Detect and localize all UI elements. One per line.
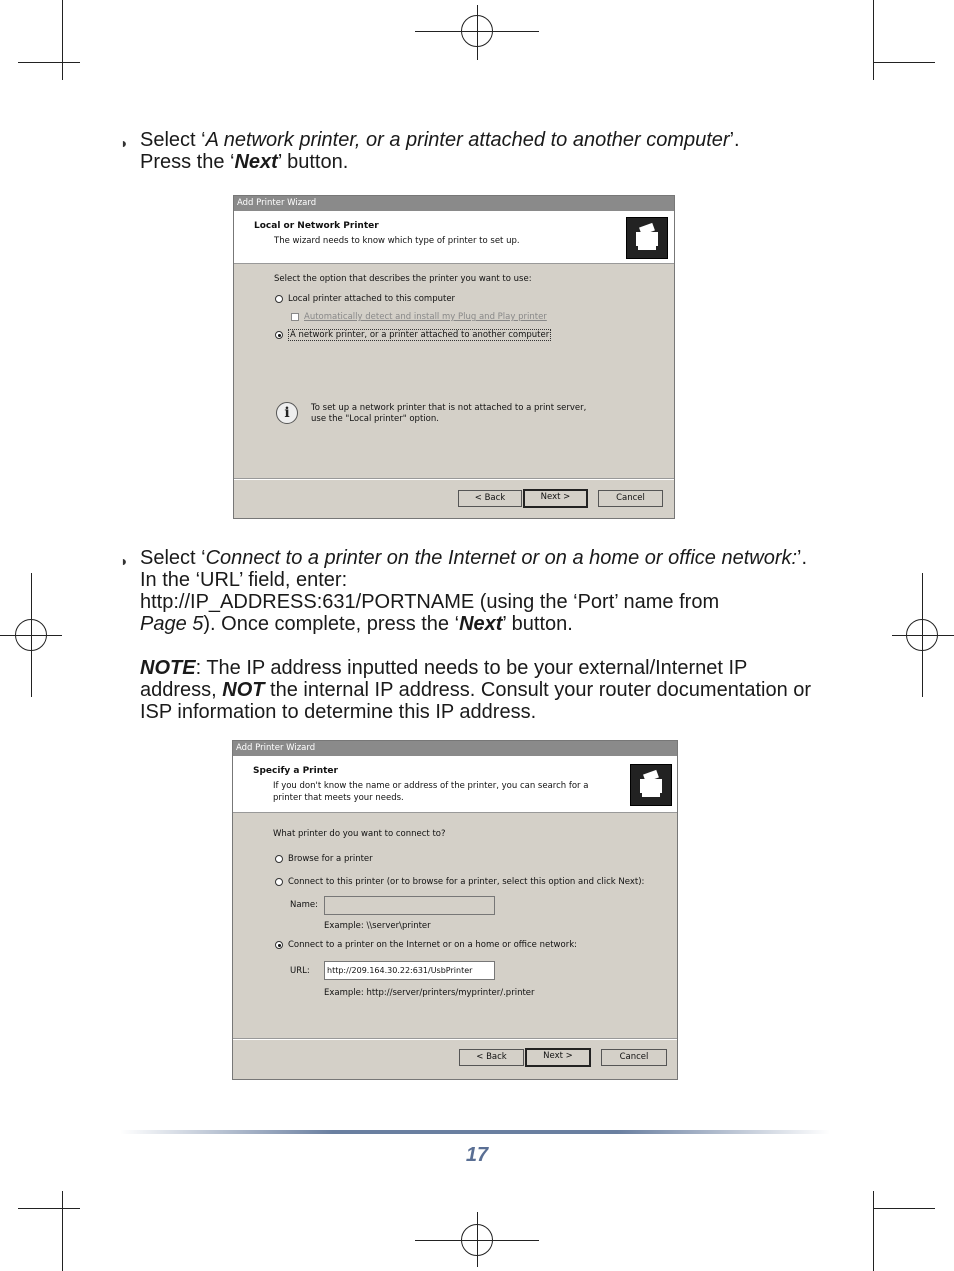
option-label: Local printer attached to this computer xyxy=(288,294,456,304)
next-label: Next xyxy=(459,613,503,635)
printer-icon xyxy=(626,217,668,259)
step-2 xyxy=(120,547,820,723)
name-example: Example: \\server\printer xyxy=(324,921,431,931)
step-text: Press the ‘ xyxy=(140,151,235,173)
add-printer-wizard-dialog-1 xyxy=(233,195,675,519)
dialog-subheading: The wizard needs to know which type of printer to set up. xyxy=(274,236,520,246)
page-reference: Page 5 xyxy=(140,613,204,635)
url-field[interactable]: http://209.164.30.22:631/UsbPrinter xyxy=(324,961,495,980)
option-connect[interactable] xyxy=(275,877,644,887)
note-emphasis: NOT xyxy=(222,679,265,701)
note-label: NOTE xyxy=(140,657,196,679)
dialog-subheading: If you don't know the name or address of the printer, you can search for a printer that meets your needs. xyxy=(273,781,589,803)
next-button[interactable]: Next > xyxy=(525,1048,591,1067)
name-label: Name: xyxy=(290,900,318,910)
bullet-icon: ◗ xyxy=(120,553,129,569)
radio-button[interactable] xyxy=(275,295,283,303)
step-text: ’ button. xyxy=(502,613,573,635)
option-label: Connect to a printer on the Internet or on a home or office network: xyxy=(288,940,577,950)
back-button[interactable]: < Back xyxy=(458,490,522,507)
printer-icon xyxy=(630,764,672,806)
bullet-icon: ◗ xyxy=(120,135,129,151)
option-label: Automatically detect and install my Plug and Play printer xyxy=(304,312,547,322)
add-printer-wizard-dialog-2 xyxy=(232,740,678,1080)
option-label: A network printer, or a printer attached to another computer xyxy=(290,330,550,340)
url-label: URL: xyxy=(290,966,310,976)
dialog-title: Add Printer Wizard xyxy=(234,196,674,211)
step-text: Select ‘ xyxy=(140,129,206,151)
checkbox[interactable] xyxy=(291,313,299,321)
dialog-header xyxy=(233,756,677,813)
option-name: Connect to a printer on the Internet or on a home or office network: xyxy=(205,547,798,569)
info-text: To set up a network printer that is not attached to a print server, use the "Local printer" option. xyxy=(311,403,587,424)
note-text: the internal IP address. Consult your router documentation or ISP information to determine this IP address. xyxy=(140,679,812,723)
footer-divider xyxy=(120,1130,830,1134)
url-example: Example: http://server/printers/myprinter/.printer xyxy=(324,988,535,998)
option-browse[interactable] xyxy=(275,854,373,864)
dialog-prompt: Select the option that describes the printer you want to use: xyxy=(274,274,532,284)
option-internet[interactable] xyxy=(275,940,577,950)
step-text: ’. xyxy=(729,129,740,151)
note-text: : The IP address inputted needs to be your external/Internet IP address, xyxy=(140,657,748,701)
dialog-title: Add Printer Wizard xyxy=(233,741,677,756)
option-name: A network printer, or a printer attached to another computer xyxy=(205,129,730,151)
cancel-button[interactable]: Cancel xyxy=(598,490,663,507)
url-instruction: http://IP_ADDRESS:631/PORTNAME (using the ‘Port’ name from xyxy=(140,591,720,613)
divider xyxy=(234,478,674,480)
step-text: ). Once complete, press the ‘ xyxy=(203,613,460,635)
option-label: Browse for a printer xyxy=(288,854,373,864)
radio-button-selected[interactable] xyxy=(275,941,283,949)
step-text: ’ button. xyxy=(277,151,349,173)
option-auto-detect[interactable] xyxy=(291,312,547,322)
next-label: Next xyxy=(234,151,278,173)
dialog-heading: Specify a Printer xyxy=(253,766,338,776)
cancel-button[interactable]: Cancel xyxy=(601,1049,667,1066)
dialog-header xyxy=(234,211,674,264)
name-field[interactable] xyxy=(324,896,495,915)
divider xyxy=(233,1038,677,1040)
back-button[interactable]: < Back xyxy=(459,1049,524,1066)
radio-button[interactable] xyxy=(275,855,283,863)
step-1 xyxy=(120,129,820,173)
option-network-printer[interactable] xyxy=(275,330,551,340)
option-label: Connect to this printer (or to browse for a printer, select this option and click Next): xyxy=(288,877,645,887)
step-text: ’. In the ‘URL’ field, enter: xyxy=(140,547,808,591)
radio-button[interactable] xyxy=(275,878,283,886)
dialog-heading: Local or Network Printer xyxy=(254,221,379,231)
radio-button-selected[interactable] xyxy=(275,331,283,339)
page-number: 17 xyxy=(465,1144,489,1166)
info-icon: i xyxy=(276,402,298,424)
option-local-printer[interactable] xyxy=(275,294,455,304)
note xyxy=(140,657,820,723)
next-button[interactable]: Next > xyxy=(523,489,588,508)
step-text: Select ‘ xyxy=(140,547,206,569)
dialog-prompt: What printer do you want to connect to? xyxy=(273,829,446,839)
